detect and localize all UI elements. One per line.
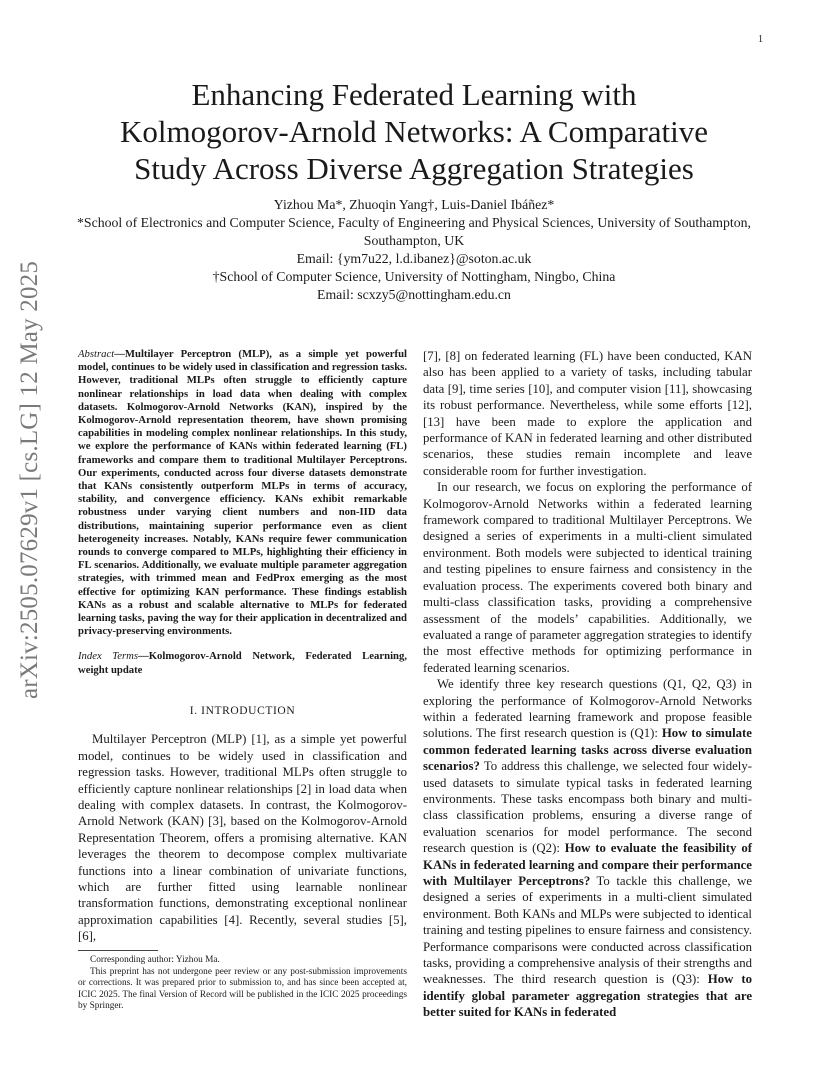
footnote (78, 950, 407, 1013)
footnote-preprint: This preprint has not undergone peer review or any post-submission improvements or corrections. It was prepared prior to submission to, and has since been accepted at, ICIC 2025. The final Version of Record will be published in the ICIC 2025 proceedings by Springer. (78, 966, 407, 1011)
author-list: Yizhou Ma*, Zhuoqin Yang†, Luis-Daniel Ibáñez* (273, 197, 555, 212)
paper-title (88, 76, 740, 187)
title-line: Kolmogorov-Arnold Networks: A Comparative (119, 114, 709, 149)
text-run: To tackle this challenge, we designed a series of experiments in a multi-client simulated environment. Both KANs and MLPs were subjected to identical training and testing pipelines to ensure fairness and consistency. Performance comparisons were conducted across classification tasks, providing a comprehensive analysis of their strengths and weaknesses. The third research question is (Q3): (423, 874, 752, 987)
text-run: We identify three key research questions (Q1, Q2, Q3) in exploring the performance of Kolmogorov-Arnold Networks within a federated learning framework and propose feasible solutions. The first research question is (Q1): (423, 677, 752, 741)
title-line: Study Across Diverse Aggregation Strategies (134, 151, 694, 186)
affiliation: *School of Electronics and Computer Science, Faculty of Engineering and Physical Sciences, University of Southampton, Southampton, UK (77, 215, 751, 248)
abstract-text: —Multilayer Perceptron (MLP), as a simple yet powerful model, continues to be widely used in classification and regression tasks. However, traditional MLPs often struggle to efficiently capture nonlinear relationships in load data when dealing with complex datasets. Kolmogorov-Arnold Networks (KAN), inspired by the Kolmogorov-Arnold representation theorem, have shown promising capabilities in modeling complex nonlinear relationships. In this study, we explore the performance of KANs within federated learning (FL) frameworks and compare them to traditional Multilayer Perceptrons. Our experiments, conducted across four diverse datasets demonstrate that KANs consistently outperform MLPs in terms of accuracy, stability, and convergence efficiency. KANs exhibit remarkable robustness under varying client numbers and non-IID data distributions, maintaining superior performance even as client heterogeneity increases. Notably, KANs require fewer communication rounds to converge compared to MLPs, highlighting their efficiency in FL scenarios. Additionally, we evaluate multiple parameter aggregation strategies, with trimmed mean and FedProx emerging as the most effective for optimizing KAN performance. These findings establish KANs as a robust and scalable alternative to MLPs for federated learning tasks, paving the way for their application in decentralized and privacy-preserving environments. (78, 348, 407, 638)
question-q3: How to identify global parameter aggregation strategies that are better suited for KANs in federated (423, 972, 752, 1020)
body-paragraph: [7], [8] on federated learning (FL) have been conducted, KAN also has been applied to a variety of tasks, including tabular data [9], time series [10], and computer vision [11], showcasing its robust performance. Nevertheless, while some efforts [12], [13] have been made to explore the application and performance of KAN in federated learning and other distributed scenarios, these studies remain incomplete and leave considerable room for further investigation. (423, 349, 752, 478)
email: Email: {ym7u22, l.d.ibanez}@soton.ac.uk (296, 251, 532, 266)
author-block (62, 196, 766, 304)
abstract (78, 348, 407, 638)
text-run: To address this challenge, we selected four widely-used datasets to simulate typical tasks in federated learning environments. These tasks encompass both binary and multi-class classification problems, ensuring a diverse range of evaluation scenarios for model performance. The second research question is (Q2): (423, 759, 752, 856)
body-paragraph: In our research, we focus on exploring the performance of Kolmogorov-Arnold Networks within a federated learning framework compared to traditional Multilayer Perceptrons. We designed a series of experiments in a multi-client simulated environment. Both models were subjected to identical training and testing pipelines to ensure fairness and consistency in the evaluation process. The experiments covered both binary and multi-class classification tasks, providing a comprehensive assessment of the models’ capabilities. Additionally, we evaluated a range of parameter aggregation strategies to identify the most effective methods for optimizing performance in federated learning scenarios. (423, 480, 753, 675)
research-questions-paragraph (423, 676, 752, 1021)
title-line: Enhancing Federated Learning with (191, 77, 637, 112)
email: Email: scxzy5@nottingham.edu.cn (317, 287, 511, 302)
footnote-corresponding: Corresponding author: Yizhou Ma. (90, 955, 220, 965)
question-q2: How to evaluate the feasibility of KANs in federated learning and compare their performance with Multilayer Perceptrons? (423, 841, 752, 888)
arxiv-stamp-text: arXiv:2505.07629v1 [cs.LG] 12 May 2025 (16, 260, 43, 700)
index-terms-text: —Kolmogorov-Arnold Network, Federated Learning, weight update (78, 650, 407, 676)
section-heading: I. INTRODUCTION (189, 704, 296, 717)
index-terms-lead: Index Terms (78, 650, 139, 663)
intro-paragraph: Multilayer Perceptron (MLP) [1], as a simple yet powerful model, continues to be widely used in classification and regression tasks. However, traditional MLPs often struggle to efficiently capture nonlinear relationships [2] in load data when dealing with complex datasets. In contrast, the Kolmogorov-Arnold Network (KAN) [3], based on the Kolmogorov-Arnold Representation Theorem, offers a promising alternative. KAN leverages the theorem to decompose complex multivariate functions into a linear combination of univariate functions, which are further fitted using learnable nonlinear transformation functions, demonstrating exceptional nonlinear approximation capabilities [4]. Recently, several studies [5], [6], (78, 732, 407, 944)
abstract-lead: Abstract (78, 348, 115, 360)
page-number: 1 (758, 34, 763, 45)
affiliation: †School of Computer Science, University of Nottingham, Ningbo, China (212, 269, 616, 284)
right-column (423, 348, 752, 1021)
index-terms (78, 650, 407, 676)
question-q1: How to simulate common federated learning tasks across diverse evaluation scenarios? (423, 726, 752, 774)
left-column (78, 348, 407, 945)
footnote-rule (78, 950, 158, 951)
arxiv-stamp[interactable] (12, 260, 48, 700)
